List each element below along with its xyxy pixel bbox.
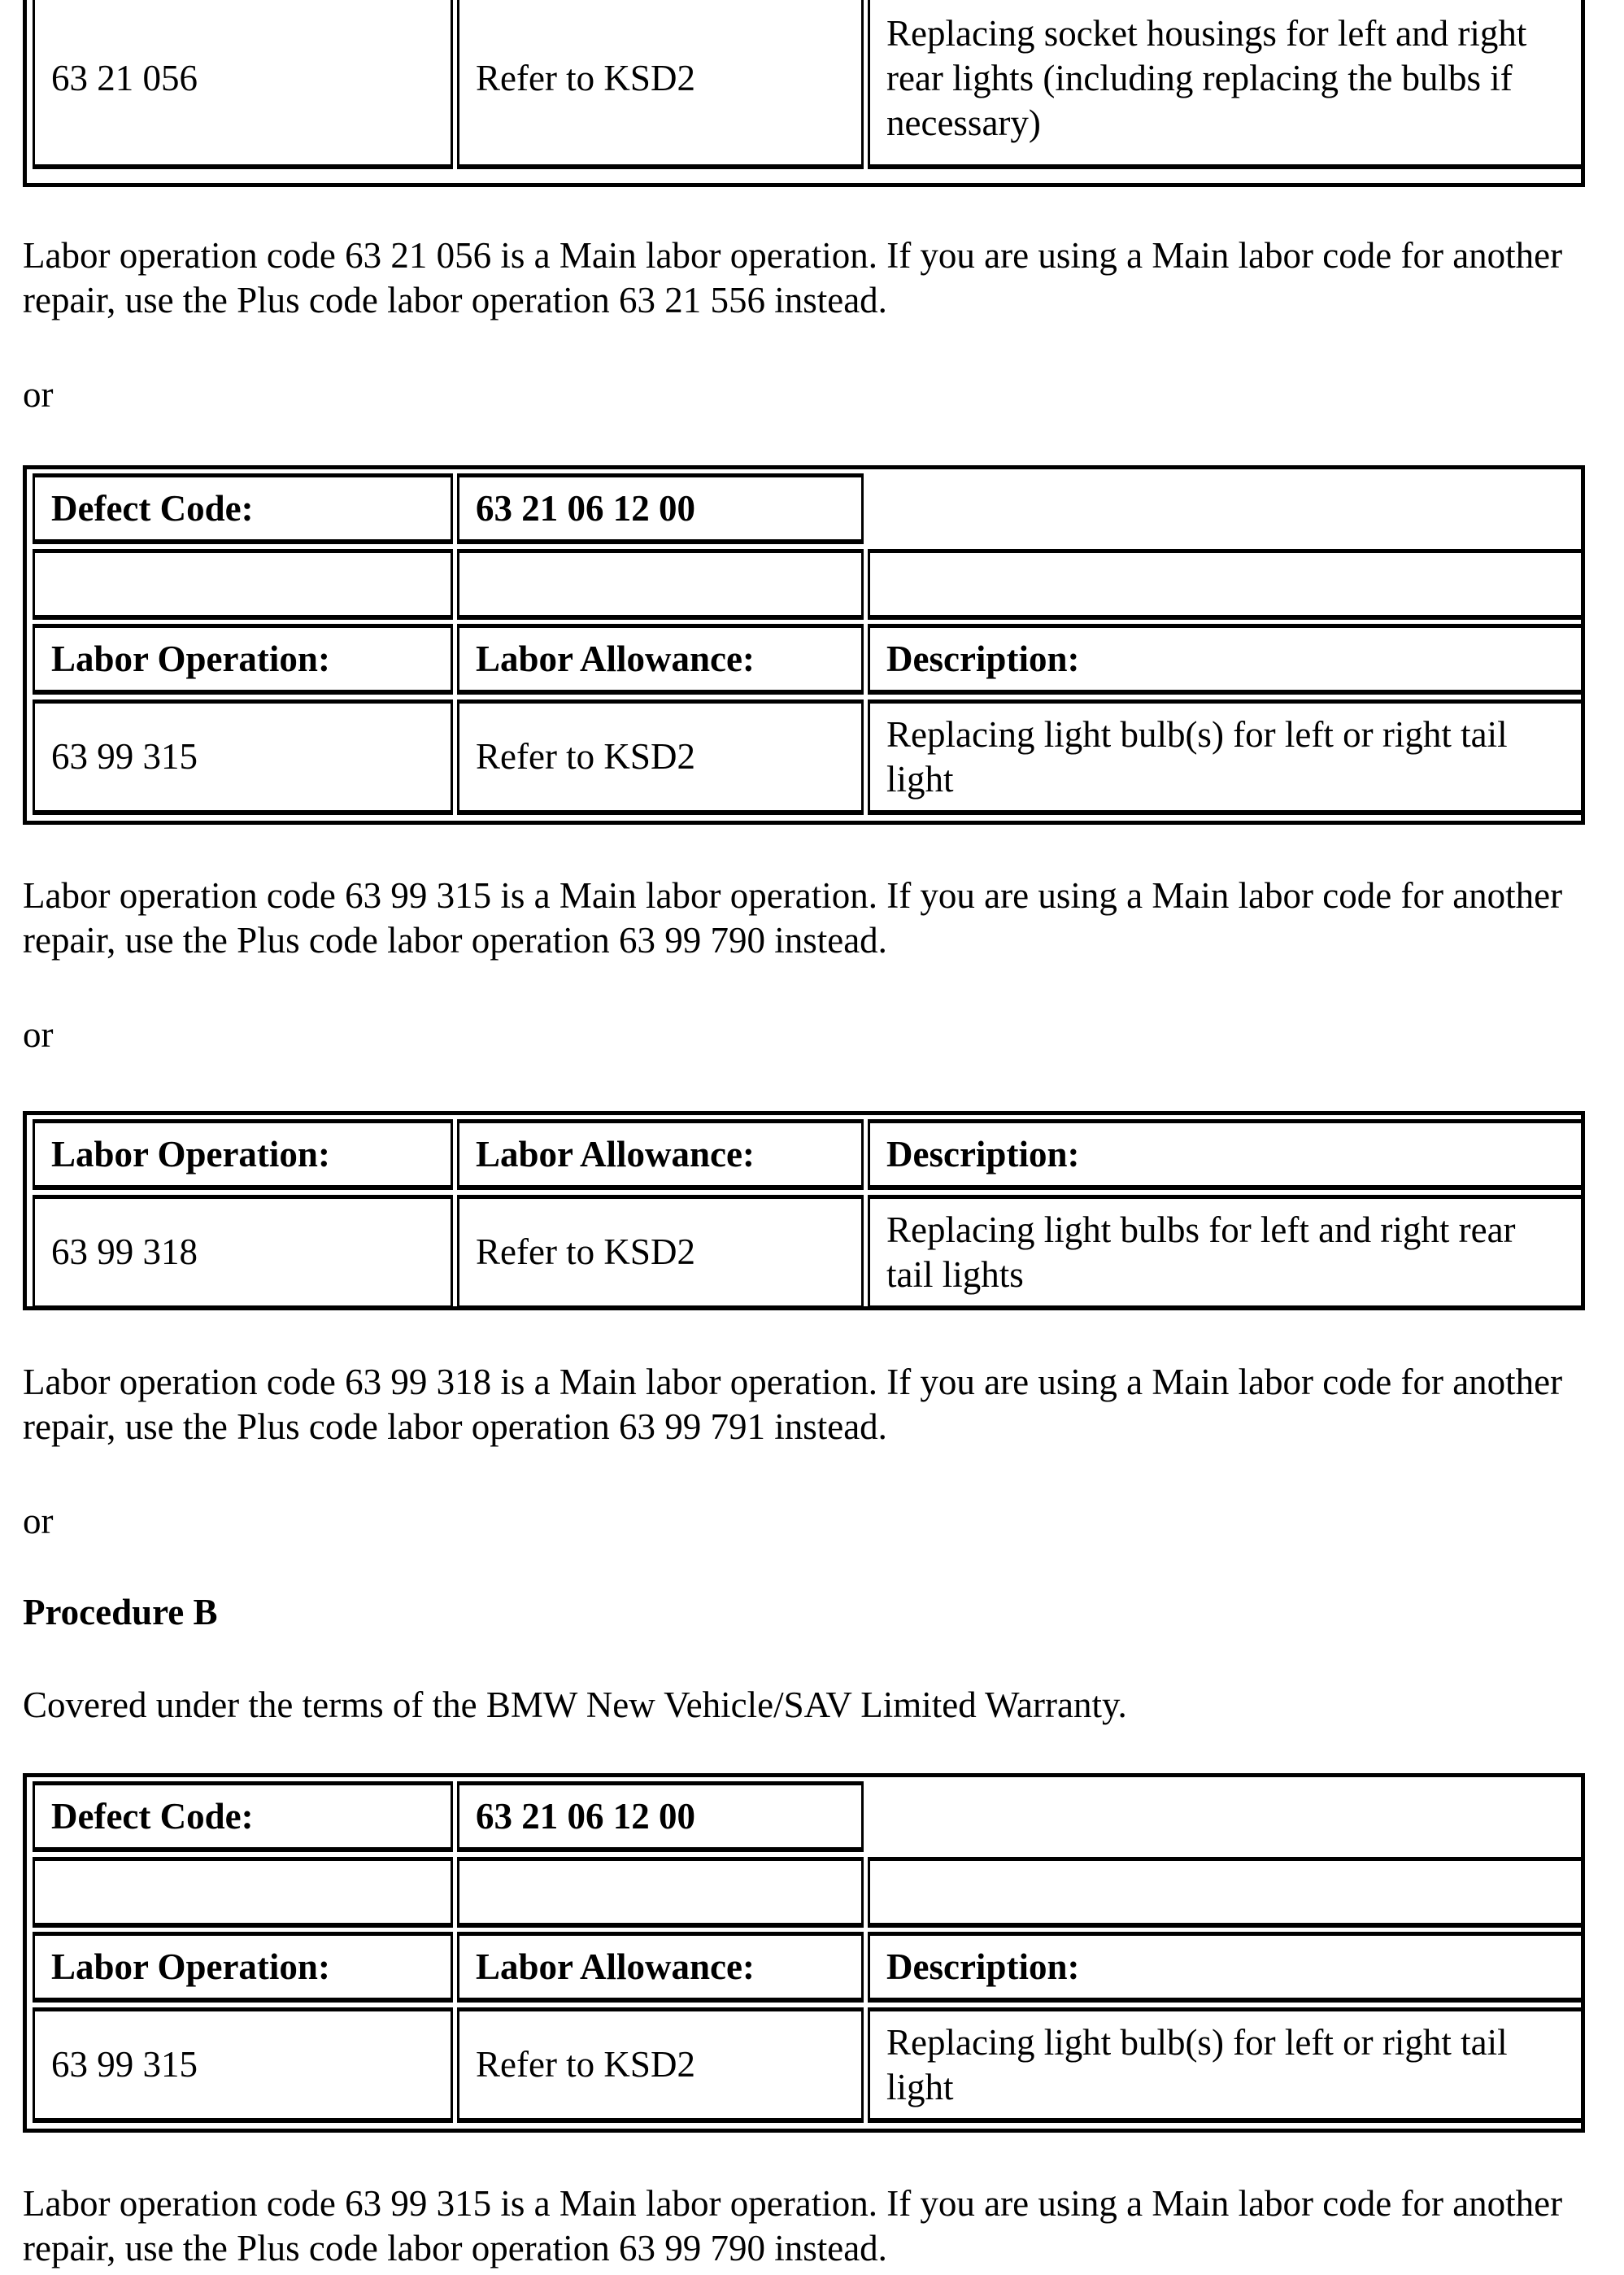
description-value: Replacing light bulb(s) for left or right tail light	[868, 699, 1583, 815]
empty-cell	[33, 1857, 453, 1928]
labor-allowance-value: Refer to KSD2	[476, 57, 695, 98]
labor-note-paragraph: Labor operation code 63 99 315 is a Main labor operation. If you are using a Main labor code for another repair, use the Plus code labor operation 63 99 790 instead.	[23, 2183, 1563, 2268]
labor-operation-value: 63 99 315	[33, 2007, 453, 2123]
or-separator: or	[23, 374, 54, 415]
procedure-heading: Procedure B	[23, 1592, 218, 1632]
warranty-paragraph: Covered under the terms of the BMW New Vehicle/SAV Limited Warranty.	[23, 1684, 1127, 1725]
or-separator: or	[23, 1014, 54, 1055]
labor-note-paragraph: Labor operation code 63 99 318 is a Main labor operation. If you are using a Main labor code for another repair, use the Plus code labor operation 63 99 791 instead.	[23, 1362, 1563, 1447]
defect-labor-table	[23, 1773, 1585, 2133]
defect-code-label: Defect Code:	[33, 1781, 453, 1852]
header-labor-operation: Labor Operation:	[33, 624, 453, 695]
empty-cell	[33, 549, 453, 620]
labor-table	[23, 1111, 1585, 1310]
empty-cell	[868, 549, 1583, 620]
empty-cell	[868, 1857, 1583, 1928]
header-labor-operation: Labor Operation:	[33, 1119, 453, 1190]
defect-code-value: 63 21 06 12 00	[457, 1781, 864, 1852]
labor-allowance-value: Refer to KSD2	[457, 2007, 864, 2123]
empty-cell	[457, 549, 864, 620]
empty-cell	[457, 1857, 864, 1928]
header-labor-operation: Labor Operation:	[33, 1932, 453, 2003]
description-value: Replacing socket housings for left and right rear lights (including replacing the bulbs if necessary)	[886, 12, 1527, 143]
description-value: Replacing light bulbs for left and right rear tail lights	[868, 1195, 1583, 1310]
defect-code-label: Defect Code:	[33, 473, 453, 544]
defect-labor-table	[23, 465, 1585, 825]
labor-operation-value: 63 99 318	[33, 1195, 453, 1310]
labor-table-fragment	[23, 0, 1585, 187]
header-labor-allowance: Labor Allowance:	[457, 1932, 864, 2003]
labor-operation-value: 63 21 056	[51, 57, 198, 98]
labor-operation-cell	[33, 0, 453, 169]
labor-allowance-value: Refer to KSD2	[457, 699, 864, 815]
description-value: Replacing light bulb(s) for left or right tail light	[868, 2007, 1583, 2123]
defect-code-value: 63 21 06 12 00	[457, 473, 864, 544]
header-labor-allowance: Labor Allowance:	[457, 1119, 864, 1190]
description-cell	[868, 0, 1583, 169]
labor-operation-value: 63 99 315	[33, 699, 453, 815]
labor-note-paragraph: Labor operation code 63 99 315 is a Main labor operation. If you are using a Main labor code for another repair, use the Plus code labor operation 63 99 790 instead.	[23, 875, 1563, 961]
or-separator: or	[23, 1501, 54, 1541]
header-description: Description:	[868, 1119, 1583, 1190]
labor-allowance-cell	[457, 0, 864, 169]
header-labor-allowance: Labor Allowance:	[457, 624, 864, 695]
header-description: Description:	[868, 1932, 1583, 2003]
labor-note-paragraph: Labor operation code 63 21 056 is a Main labor operation. If you are using a Main labor code for another repair, use the Plus code labor operation 63 21 556 instead.	[23, 235, 1563, 320]
labor-allowance-value: Refer to KSD2	[457, 1195, 864, 1310]
header-description: Description:	[868, 624, 1583, 695]
